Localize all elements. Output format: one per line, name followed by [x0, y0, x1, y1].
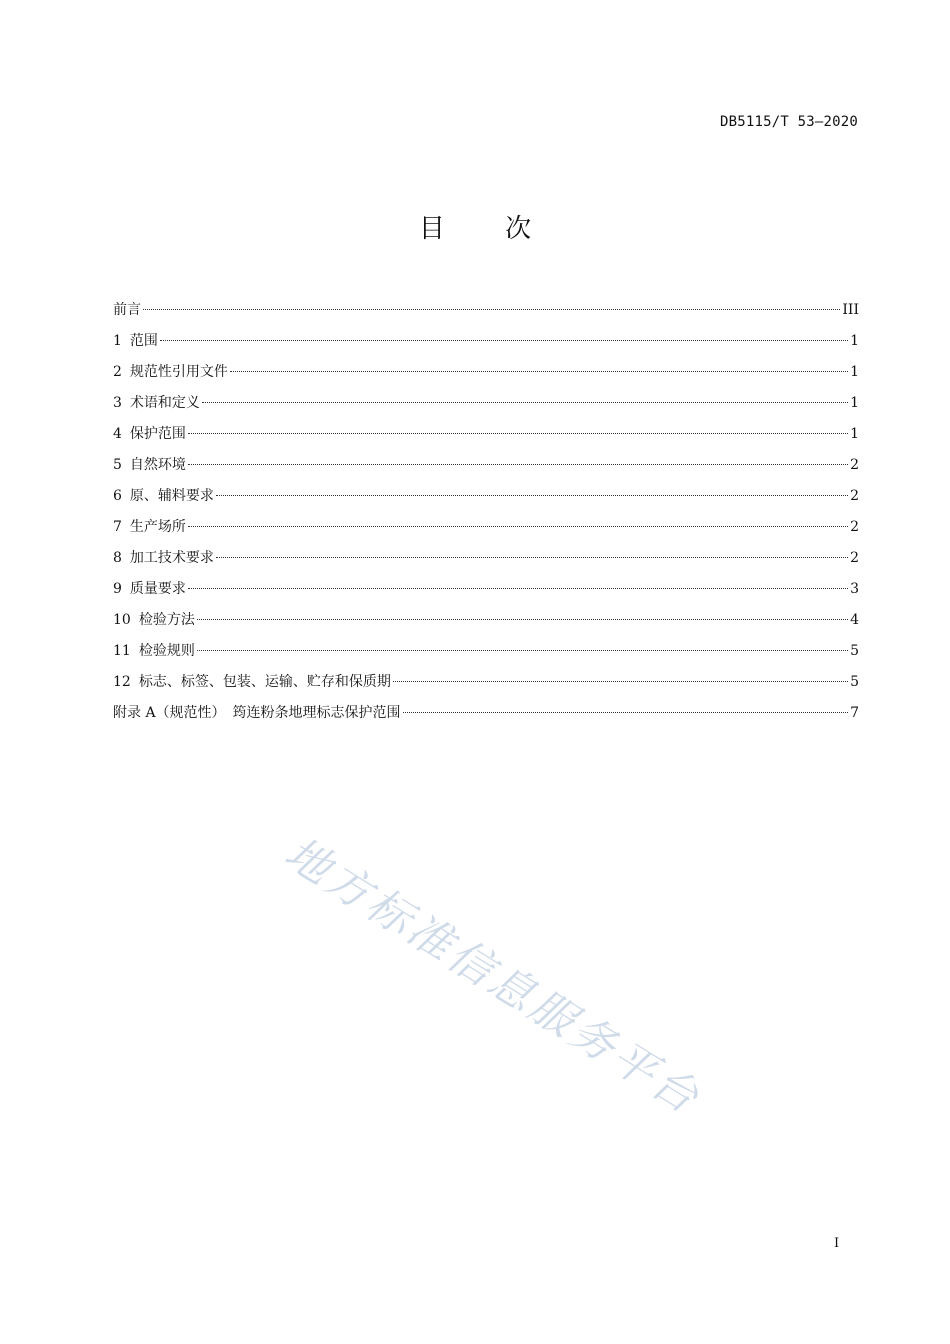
toc-page-number: 2: [850, 488, 859, 504]
toc-entry-natural-environment[interactable]: [113, 453, 859, 484]
toc-dot-leader: [202, 402, 848, 403]
toc-dot-leader: [160, 340, 848, 341]
toc-entry-label: [113, 484, 214, 508]
toc-entry-label: [113, 639, 195, 663]
toc-page-number: 2: [850, 457, 859, 473]
toc-entry-number: 1: [113, 333, 122, 349]
toc-entry-label: [113, 329, 158, 353]
toc-entry-number: 7: [113, 519, 122, 535]
toc-page-number: III: [842, 302, 859, 318]
toc-entry-inspection-rules[interactable]: [113, 639, 859, 670]
toc-dot-leader: [143, 309, 840, 310]
toc-entry-annex-a[interactable]: [113, 701, 859, 732]
toc-entry-materials[interactable]: [113, 484, 859, 515]
toc-entry-title: 范围: [129, 333, 158, 349]
toc-entry-terms-definitions[interactable]: [113, 391, 859, 422]
toc-entry-quality[interactable]: [113, 577, 859, 608]
toc-entry-title: 质量要求: [129, 581, 186, 597]
toc-page-number: 5: [850, 643, 859, 659]
toc-entry-label: [113, 577, 186, 601]
toc-entry-title: 原、辅料要求: [129, 488, 214, 504]
toc-entry-title: 自然环境: [129, 457, 186, 473]
toc-entry-label: [113, 453, 186, 477]
toc-entry-number: 5: [113, 457, 122, 473]
toc-dot-leader: [216, 557, 848, 558]
toc-entry-test-methods[interactable]: [113, 608, 859, 639]
toc-page-number: 2: [850, 519, 859, 535]
toc-entry-title: 附录 A（规范性） 筠连粉条地理标志保护范围: [113, 705, 401, 721]
toc-page-number: 5: [850, 674, 859, 690]
toc-page-number: 2: [850, 550, 859, 566]
toc-dot-leader: [393, 681, 848, 682]
toc-dot-leader: [188, 526, 848, 527]
toc-entry-number: 12: [113, 674, 131, 690]
toc-entry-number: 6: [113, 488, 122, 504]
toc-entry-normative-references[interactable]: [113, 360, 859, 391]
toc-entry-title: 加工技术要求: [129, 550, 214, 566]
toc-entry-number: 10: [113, 612, 131, 628]
toc-entry-marking-packaging[interactable]: [113, 670, 859, 701]
toc-entry-title: 前言: [113, 302, 141, 318]
toc-dot-leader: [197, 650, 848, 651]
toc-entry-number: 2: [113, 364, 122, 380]
toc-page-number: 7: [850, 705, 859, 721]
toc-dot-leader: [197, 619, 848, 620]
toc-entry-title: 生产场所: [129, 519, 186, 535]
toc-entry-number: 3: [113, 395, 122, 411]
toc-entry-title: 术语和定义: [129, 395, 200, 411]
toc-entry-label: [113, 360, 228, 384]
toc-entry-production-site[interactable]: [113, 515, 859, 546]
footer-page-number: I: [834, 1236, 840, 1251]
toc-entry-label: [113, 670, 391, 694]
toc-entry-label: [113, 701, 401, 725]
toc-entry-number: 4: [113, 426, 122, 442]
toc-page-number: 1: [850, 364, 859, 380]
toc-dot-leader: [216, 495, 848, 496]
toc-entry-number: 9: [113, 581, 122, 597]
toc-entry-number: 8: [113, 550, 122, 566]
toc-entry-label: [113, 515, 186, 539]
toc-entry-title: 标志、标签、包装、运输、贮存和保质期: [138, 674, 391, 690]
toc-entry-foreword[interactable]: [113, 298, 859, 329]
toc-page-number: 4: [850, 612, 859, 628]
toc-entry-label: [113, 422, 186, 446]
toc-dot-leader: [188, 433, 848, 434]
watermark: 地方标准信息服务平台: [275, 827, 710, 1126]
toc-entry-label: [113, 298, 141, 322]
toc-dot-leader: [403, 712, 849, 713]
toc-entry-title: 检验规则: [138, 643, 195, 659]
toc-dot-leader: [188, 588, 848, 589]
table-of-contents: [113, 298, 859, 732]
toc-page-number: 3: [850, 581, 859, 597]
toc-entry-processing[interactable]: [113, 546, 859, 577]
toc-page-number: 1: [850, 426, 859, 442]
toc-entry-scope[interactable]: [113, 329, 859, 360]
toc-dot-leader: [188, 464, 848, 465]
toc-dot-leader: [230, 371, 848, 372]
toc-page-number: 1: [850, 395, 859, 411]
toc-page-number: 1: [850, 333, 859, 349]
toc-entry-label: [113, 546, 214, 570]
toc-entry-title: 保护范围: [129, 426, 186, 442]
toc-entry-protection-scope[interactable]: [113, 422, 859, 453]
toc-entry-title: 规范性引用文件: [129, 364, 228, 380]
toc-entry-label: [113, 391, 200, 415]
document-code: DB5115/T 53—2020: [719, 114, 858, 130]
toc-entry-label: [113, 608, 195, 632]
page-title: 目 次: [418, 214, 558, 244]
toc-entry-title: 检验方法: [138, 612, 195, 628]
toc-entry-number: 11: [113, 643, 131, 659]
